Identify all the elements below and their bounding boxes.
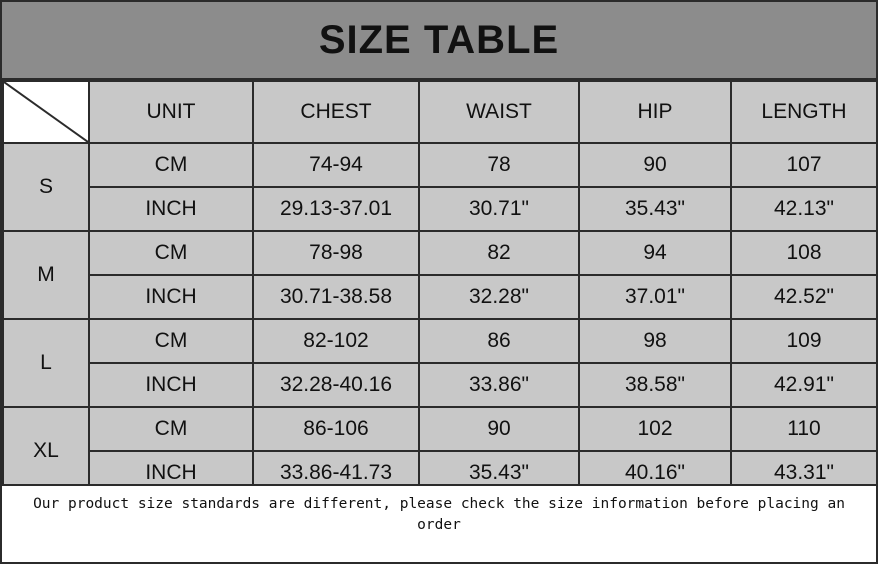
length-value-cm: 108 [731,231,877,275]
hip-value-inch: 38.58" [579,363,731,407]
chest-value-inch: 33.86-41.73 [253,451,419,495]
unit-cell-cm: CM [89,231,253,275]
size-disclaimer-note: Our product size standards are different, please check the size information before placing an order [33,496,845,534]
length-value-cm: 109 [731,319,877,363]
column-header-chest: CHEST [253,81,419,143]
length-value-cm: 110 [731,407,877,451]
size-label-xl: XL [3,407,89,495]
waist-value-cm: 82 [419,231,579,275]
chest-value-inch: 32.28-40.16 [253,363,419,407]
size-table [2,80,878,496]
note-bar [2,484,876,562]
table-header [3,81,877,143]
hip-value-cm: 94 [579,231,731,275]
hip-value-cm: 102 [579,407,731,451]
table-row [3,275,877,319]
hip-value-inch: 37.01" [579,275,731,319]
length-value-inch: 43.31" [731,451,877,495]
waist-value-inch: 35.43" [419,451,579,495]
waist-value-cm: 86 [419,319,579,363]
unit-cell-cm: CM [89,143,253,187]
chest-value-inch: 29.13-37.01 [253,187,419,231]
unit-cell-inch: INCH [89,187,253,231]
waist-value-cm: 78 [419,143,579,187]
size-label-m: M [3,231,89,319]
table-row [3,143,877,187]
length-value-cm: 107 [731,143,877,187]
column-header-unit: UNIT [89,81,253,143]
title-bar [2,2,876,80]
column-header-length: LENGTH [731,81,877,143]
size-label-l: L [3,319,89,407]
hip-value-cm: 90 [579,143,731,187]
waist-value-cm: 90 [419,407,579,451]
column-header-hip: HIP [579,81,731,143]
unit-cell-inch: INCH [89,275,253,319]
unit-cell-cm: CM [89,407,253,451]
hip-value-inch: 35.43" [579,187,731,231]
length-value-inch: 42.91" [731,363,877,407]
chest-value-inch: 30.71-38.58 [253,275,419,319]
unit-cell-inch: INCH [89,363,253,407]
unit-cell-cm: CM [89,319,253,363]
length-value-inch: 42.52" [731,275,877,319]
page-title: SIZE TABLE [318,17,560,62]
column-header-waist: WAIST [419,81,579,143]
unit-cell-inch: INCH [89,451,253,495]
waist-value-inch: 32.28" [419,275,579,319]
chest-value-cm: 74-94 [253,143,419,187]
table-row [3,319,877,363]
chest-value-cm: 86-106 [253,407,419,451]
header-row [3,81,877,143]
length-value-inch: 42.13" [731,187,877,231]
hip-value-inch: 40.16" [579,451,731,495]
waist-value-inch: 33.86" [419,363,579,407]
chest-value-cm: 82-102 [253,319,419,363]
table-row [3,231,877,275]
table-row [3,363,877,407]
table-body [3,143,877,495]
diagonal-split-icon [3,81,89,143]
waist-value-inch: 30.71" [419,187,579,231]
chest-value-cm: 78-98 [253,231,419,275]
size-label-s: S [3,143,89,231]
table-row [3,187,877,231]
hip-value-cm: 98 [579,319,731,363]
table-row [3,407,877,451]
